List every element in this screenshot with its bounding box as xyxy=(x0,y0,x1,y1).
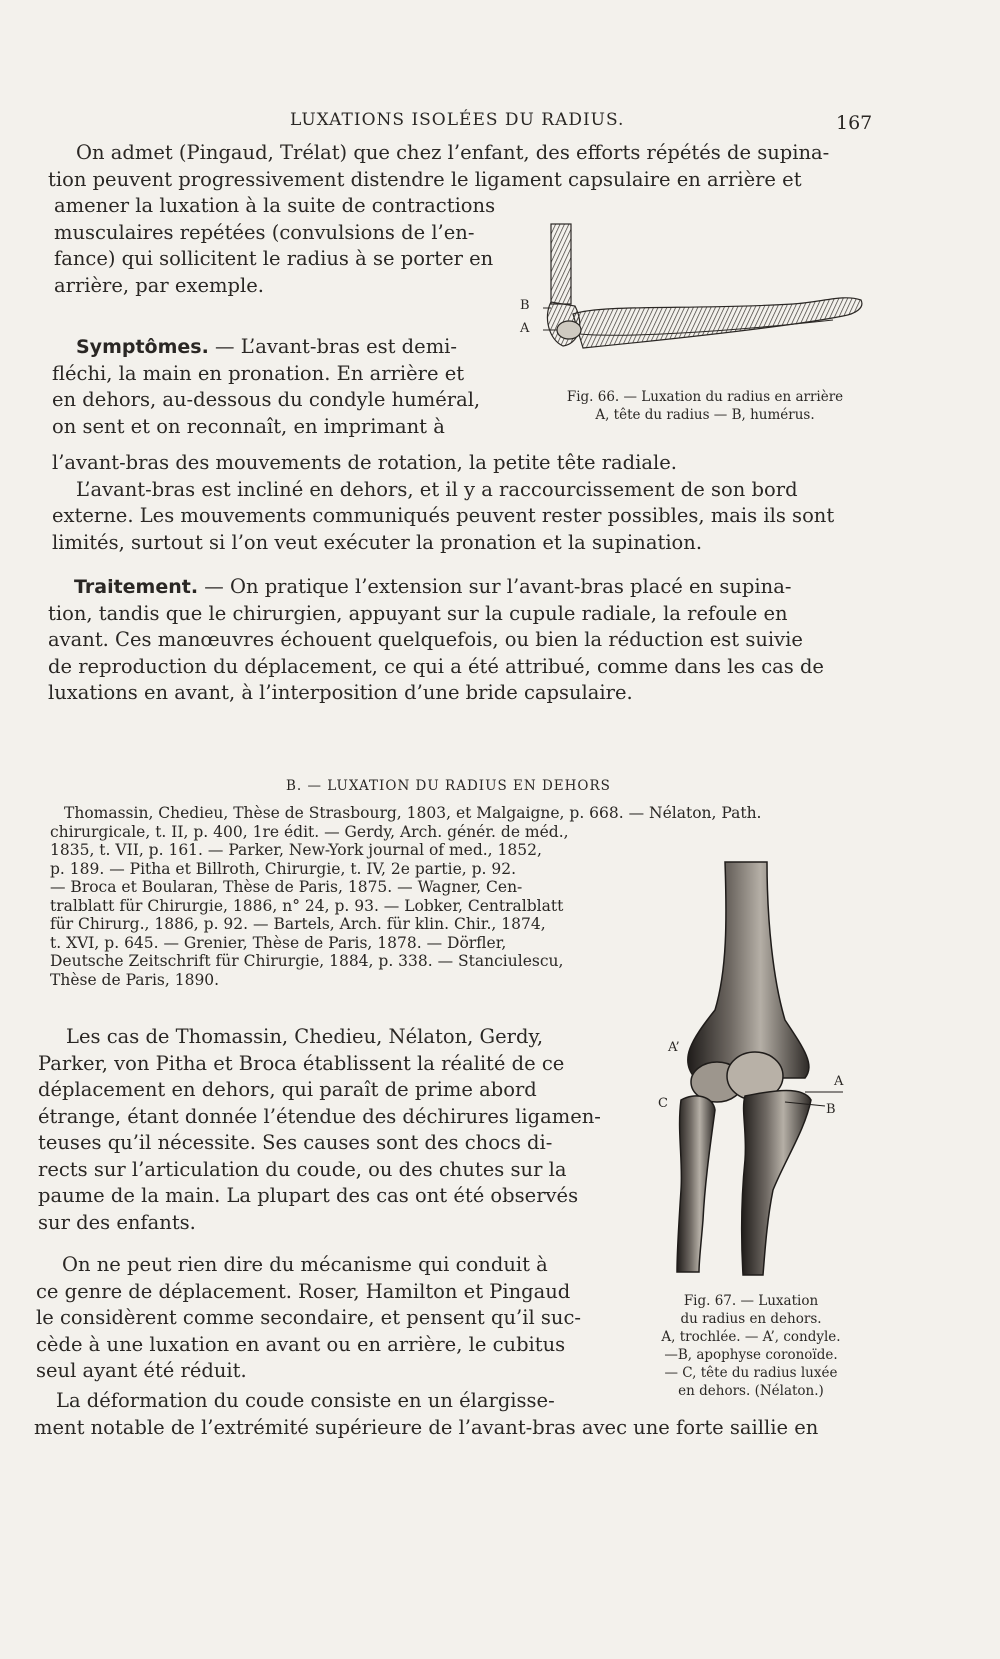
text-line: avant. Ces manœuvres échouent quelquefois, ou bien la réduction est suivie xyxy=(48,628,803,651)
text-line: ment notable de l’extrémité supérieure de l’avant-bras avec une forte saillie en xyxy=(34,1415,819,1439)
text-line: L’avant-bras est incliné en dehors, et il y a raccourcissement de son bord xyxy=(76,477,798,501)
text-line: tion peuvent progressivement distendre le ligament capsulaire en arrière et xyxy=(48,167,802,191)
caption-line: Fig. 67. — Luxation xyxy=(683,1293,819,1309)
biblio-line: tralblatt für Chirurgie, 1886, n° 24, p. 93. — Lobker, Centralblatt xyxy=(50,896,564,915)
caption-line: en dehors. (Nélaton.) xyxy=(678,1383,824,1399)
fig67-label-c: C xyxy=(658,1096,668,1111)
treatment-heading: Traitement. xyxy=(74,576,199,598)
figure-66-caption xyxy=(535,388,875,424)
text-line: paume de la main. La plupart des cas ont été observés xyxy=(38,1184,579,1207)
paragraph-pingaud-cont xyxy=(54,193,514,299)
biblio-line: Thomassin, Chedieu, Thèse de Strasbourg, 1803, et Malgaigne, p. 668. — Nélaton, Path. xyxy=(64,804,762,822)
symptoms-section xyxy=(52,334,522,440)
text-line: rects sur l’articulation du coude, ou des chutes sur la xyxy=(38,1157,567,1181)
text-line: en dehors, au-dessous du condyle huméral, xyxy=(52,388,481,411)
text-line: cède à une luxation en avant ou en arrière, le cubitus xyxy=(36,1332,566,1356)
figure-67-illustration xyxy=(655,860,845,1280)
text-line: fléchi, la main en pronation. En arrière et xyxy=(52,361,465,385)
radial-head xyxy=(557,321,581,339)
text-line: déplacement en dehors, qui paraît de prime abord xyxy=(38,1078,537,1101)
biblio-line: t. XVI, p. 645. — Grenier, Thèse de Paris, 1878. — Dörfler, xyxy=(50,933,507,952)
paragraph-pingaud xyxy=(48,140,878,193)
text-line: on sent et on reconnaît, en imprimant à xyxy=(52,414,445,438)
fig66-label-b: B xyxy=(520,298,530,313)
text-line: fance) qui sollicitent le radius à se porter en xyxy=(54,247,494,270)
text-line: tion, tandis que le chirurgien, appuyant sur la cupule radiale, la refoule en xyxy=(48,601,788,625)
text-line: Parker, von Pitha et Broca établissent la réalité de ce xyxy=(38,1051,565,1075)
text-line: externe. Les mouvements communiqués peuvent rester possibles, mais ils sont xyxy=(52,504,835,527)
biblio-line: Thèse de Paris, 1890. xyxy=(50,970,220,989)
caption-line: du radius en dehors. xyxy=(680,1311,822,1327)
biblio-line: für Chirurg., 1886, p. 92. — Bartels, Arch. für klin. Chir., 1874, xyxy=(50,915,546,933)
text-line: de reproduction du déplacement, ce qui a été attribué, comme dans les cas de xyxy=(48,654,824,678)
humerus-shaft xyxy=(688,862,809,1078)
text-line: — L’avant-bras est demi- xyxy=(208,335,458,358)
caption-line: Fig. 66. — Luxation du radius en arrière xyxy=(566,389,844,405)
fig67-label-b: B xyxy=(826,1102,836,1117)
symptoms-heading: Symptômes. xyxy=(76,336,209,358)
text-line: le considèrent comme secondaire, et pensent qu’il suc- xyxy=(36,1306,581,1329)
text-line: — On pratique l’extension sur l’avant-bras placé en supina- xyxy=(198,575,792,598)
text-line: luxations en avant, à l’interposition d’une bride capsulaire. xyxy=(48,681,633,704)
fig66-label-a: A xyxy=(520,321,530,336)
figure-67-caption xyxy=(640,1292,862,1400)
text-line: musculaires repétées (convulsions de l’en- xyxy=(54,220,475,244)
text-line: limités, surtout si l’on veut exécuter la pronation et la supination. xyxy=(52,530,703,554)
text-line: teuses qu’il nécessite. Ses causes sont des chocs di- xyxy=(38,1131,553,1154)
fig67-label-a-prime: A’ xyxy=(668,1040,680,1055)
biblio-line: chirurgicale, t. II, p. 400, 1re édit. — Gerdy, Arch. génér. de méd., xyxy=(50,822,569,841)
caption-line: A, tête du radius — B, humérus. xyxy=(595,407,815,423)
paragraph-cases xyxy=(38,1024,618,1236)
caption-line: — C, tête du radius luxée xyxy=(664,1365,838,1381)
treatment-section xyxy=(48,574,874,707)
text-line: sur des enfants. xyxy=(38,1210,196,1234)
text-line: La déformation du coude consiste en un élargisse- xyxy=(56,1389,555,1412)
text-line: l’avant-bras des mouvements de rotation, la petite tête radiale. xyxy=(52,451,677,474)
text-line: amener la luxation à la suite de contractions xyxy=(54,194,496,217)
biblio-line: p. 189. — Pitha et Billroth, Chirurgie, t. IV, 2e partie, p. 92. xyxy=(50,859,517,878)
biblio-line: 1835, t. VII, p. 161. — Parker, New-York journal of med., 1852, xyxy=(50,841,542,859)
forearm-bones xyxy=(557,298,862,348)
fig67-label-a: A xyxy=(834,1074,844,1089)
text-line: Les cas de Thomassin, Chedieu, Nélaton, Gerdy, xyxy=(66,1025,544,1048)
page-number: 167 xyxy=(836,112,873,134)
text-line: On ne peut rien dire du mécanisme qui conduit à xyxy=(62,1253,548,1276)
text-line: étrange, étant donnée l’étendue des déchirures ligamen- xyxy=(38,1104,601,1128)
ulna xyxy=(742,1091,811,1276)
radius xyxy=(677,1096,715,1272)
text-line: ce genre de déplacement. Roser, Hamilton et Pingaud xyxy=(36,1279,571,1303)
figure-66-illustration xyxy=(543,222,868,380)
caption-line: —B, apophyse coronoïde. xyxy=(664,1347,838,1363)
running-head: LUXATIONS ISOLÉES DU RADIUS. xyxy=(290,110,625,130)
text-line: seul ayant été réduit. xyxy=(36,1359,247,1382)
bibliography-block xyxy=(50,804,762,989)
biblio-line: — Broca et Boularan, Thèse de Paris, 1875. — Wagner, Cen- xyxy=(50,878,523,896)
symptoms-section-cont xyxy=(52,450,872,556)
text-line: On admet (Pingaud, Trélat) que chez l’enfant, des efforts répétés de supina- xyxy=(76,141,830,164)
section-title-luxation-en-dehors: B. — LUXATION DU RADIUS EN DEHORS xyxy=(286,778,611,794)
paragraph-mechanism xyxy=(36,1252,616,1385)
caption-line: A, trochlée. — A’, condyle. xyxy=(661,1329,841,1345)
text-line: arrière, par exemple. xyxy=(54,273,264,297)
biblio-line: Deutsche Zeitschrift für Chirurgie, 1884, p. 338. — Stanciulescu, xyxy=(50,952,564,970)
